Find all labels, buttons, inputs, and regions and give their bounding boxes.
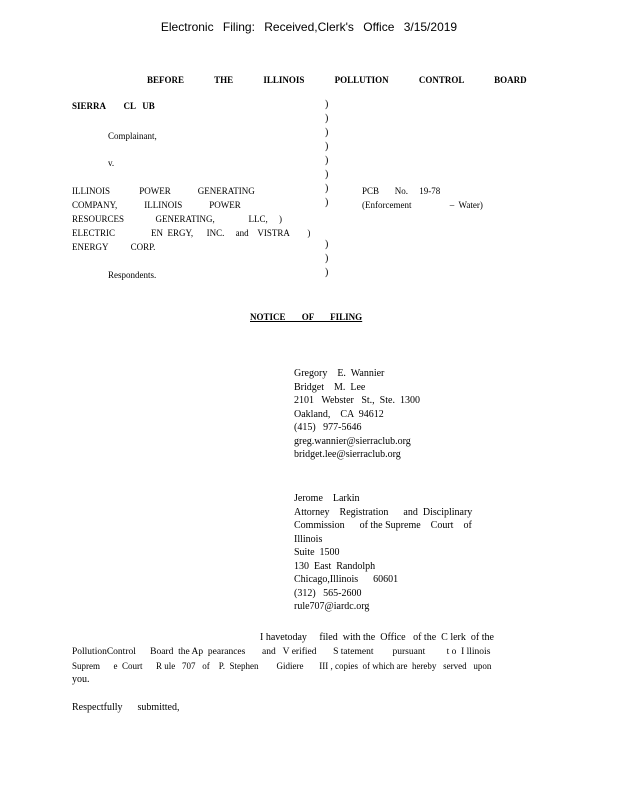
case-type: (Enforcement – Water) (362, 200, 483, 210)
body-line: you. (72, 674, 90, 685)
body-line: I havetoday filed with the Office of the C lerk of the (260, 632, 494, 643)
address-line: Attorney Registration and Disciplinary (294, 506, 473, 518)
address-line: rule707@iardc.org (294, 601, 370, 612)
address-line: 2101 Webster St., Ste. 1300 (294, 395, 420, 406)
address-line: Jerome Larkin (294, 493, 360, 504)
body-line: Suprem e Court R ule 707 of P. Stephen Gidiere III , copies of which are hereby served upon (72, 661, 492, 671)
filing-stamp: Electronic Filing: Received,Clerk's Office 3/15/2019 (160, 20, 458, 34)
address-line: Illinois (294, 533, 323, 545)
address-line: (415) 977-5646 (294, 422, 362, 433)
address-line: (312) 565-2600 (294, 587, 362, 599)
respondent-role: Respondents. (108, 270, 157, 280)
address-line: Suite 1500 (294, 547, 340, 558)
complainant-name: SIERRA CL UB (72, 101, 155, 111)
respondent-line: COMPANY, ILLINOIS POWER (72, 200, 241, 210)
address-line: 130 East Randolph (294, 560, 376, 572)
address-line: Bridget M. Lee (294, 381, 366, 393)
versus-label: v. (108, 158, 115, 168)
address-line: bridget.lee@sierraclub.org (294, 449, 401, 460)
closing-line: Respectfully submitted, (72, 702, 180, 713)
body-line: PollutionControl Board the Ap pearances and V erified S tatement pursuant t o I llinois (72, 647, 491, 657)
address-line: Commission of the Supreme Court of (294, 520, 472, 531)
notice-title: NOTICE OF FILING (250, 312, 363, 322)
address-line: Gregory E. Wannier (294, 368, 385, 379)
addressee-block (294, 492, 472, 614)
address-line: Oakland, CA 94612 (294, 408, 384, 420)
complainant-role: Complainant, (108, 131, 157, 141)
respondent-line: ILLINOIS POWER GENERATING (72, 186, 255, 196)
respondent-line: ELECTRIC EN ERGY, INC. and VISTRA ) (72, 228, 311, 238)
addressee-block (294, 367, 420, 462)
respondent-line: ENERGY CORP. (72, 242, 156, 252)
address-line: Chicago,Illinois 60601 (294, 574, 399, 585)
address-line: greg.wannier@sierraclub.org (294, 435, 411, 447)
court-caption-title: BEFORE THE ILLINOIS POLLUTION CONTROL BOARD (147, 75, 527, 85)
respondent-line: RESOURCES GENERATING, LLC, ) (72, 214, 283, 224)
case-number: PCB No. 19-78 (362, 186, 441, 196)
caption-parens-bottom: ) ) ) (325, 239, 329, 278)
caption-parens-top: ) ) ) ) ) ) ) ) (325, 99, 329, 208)
